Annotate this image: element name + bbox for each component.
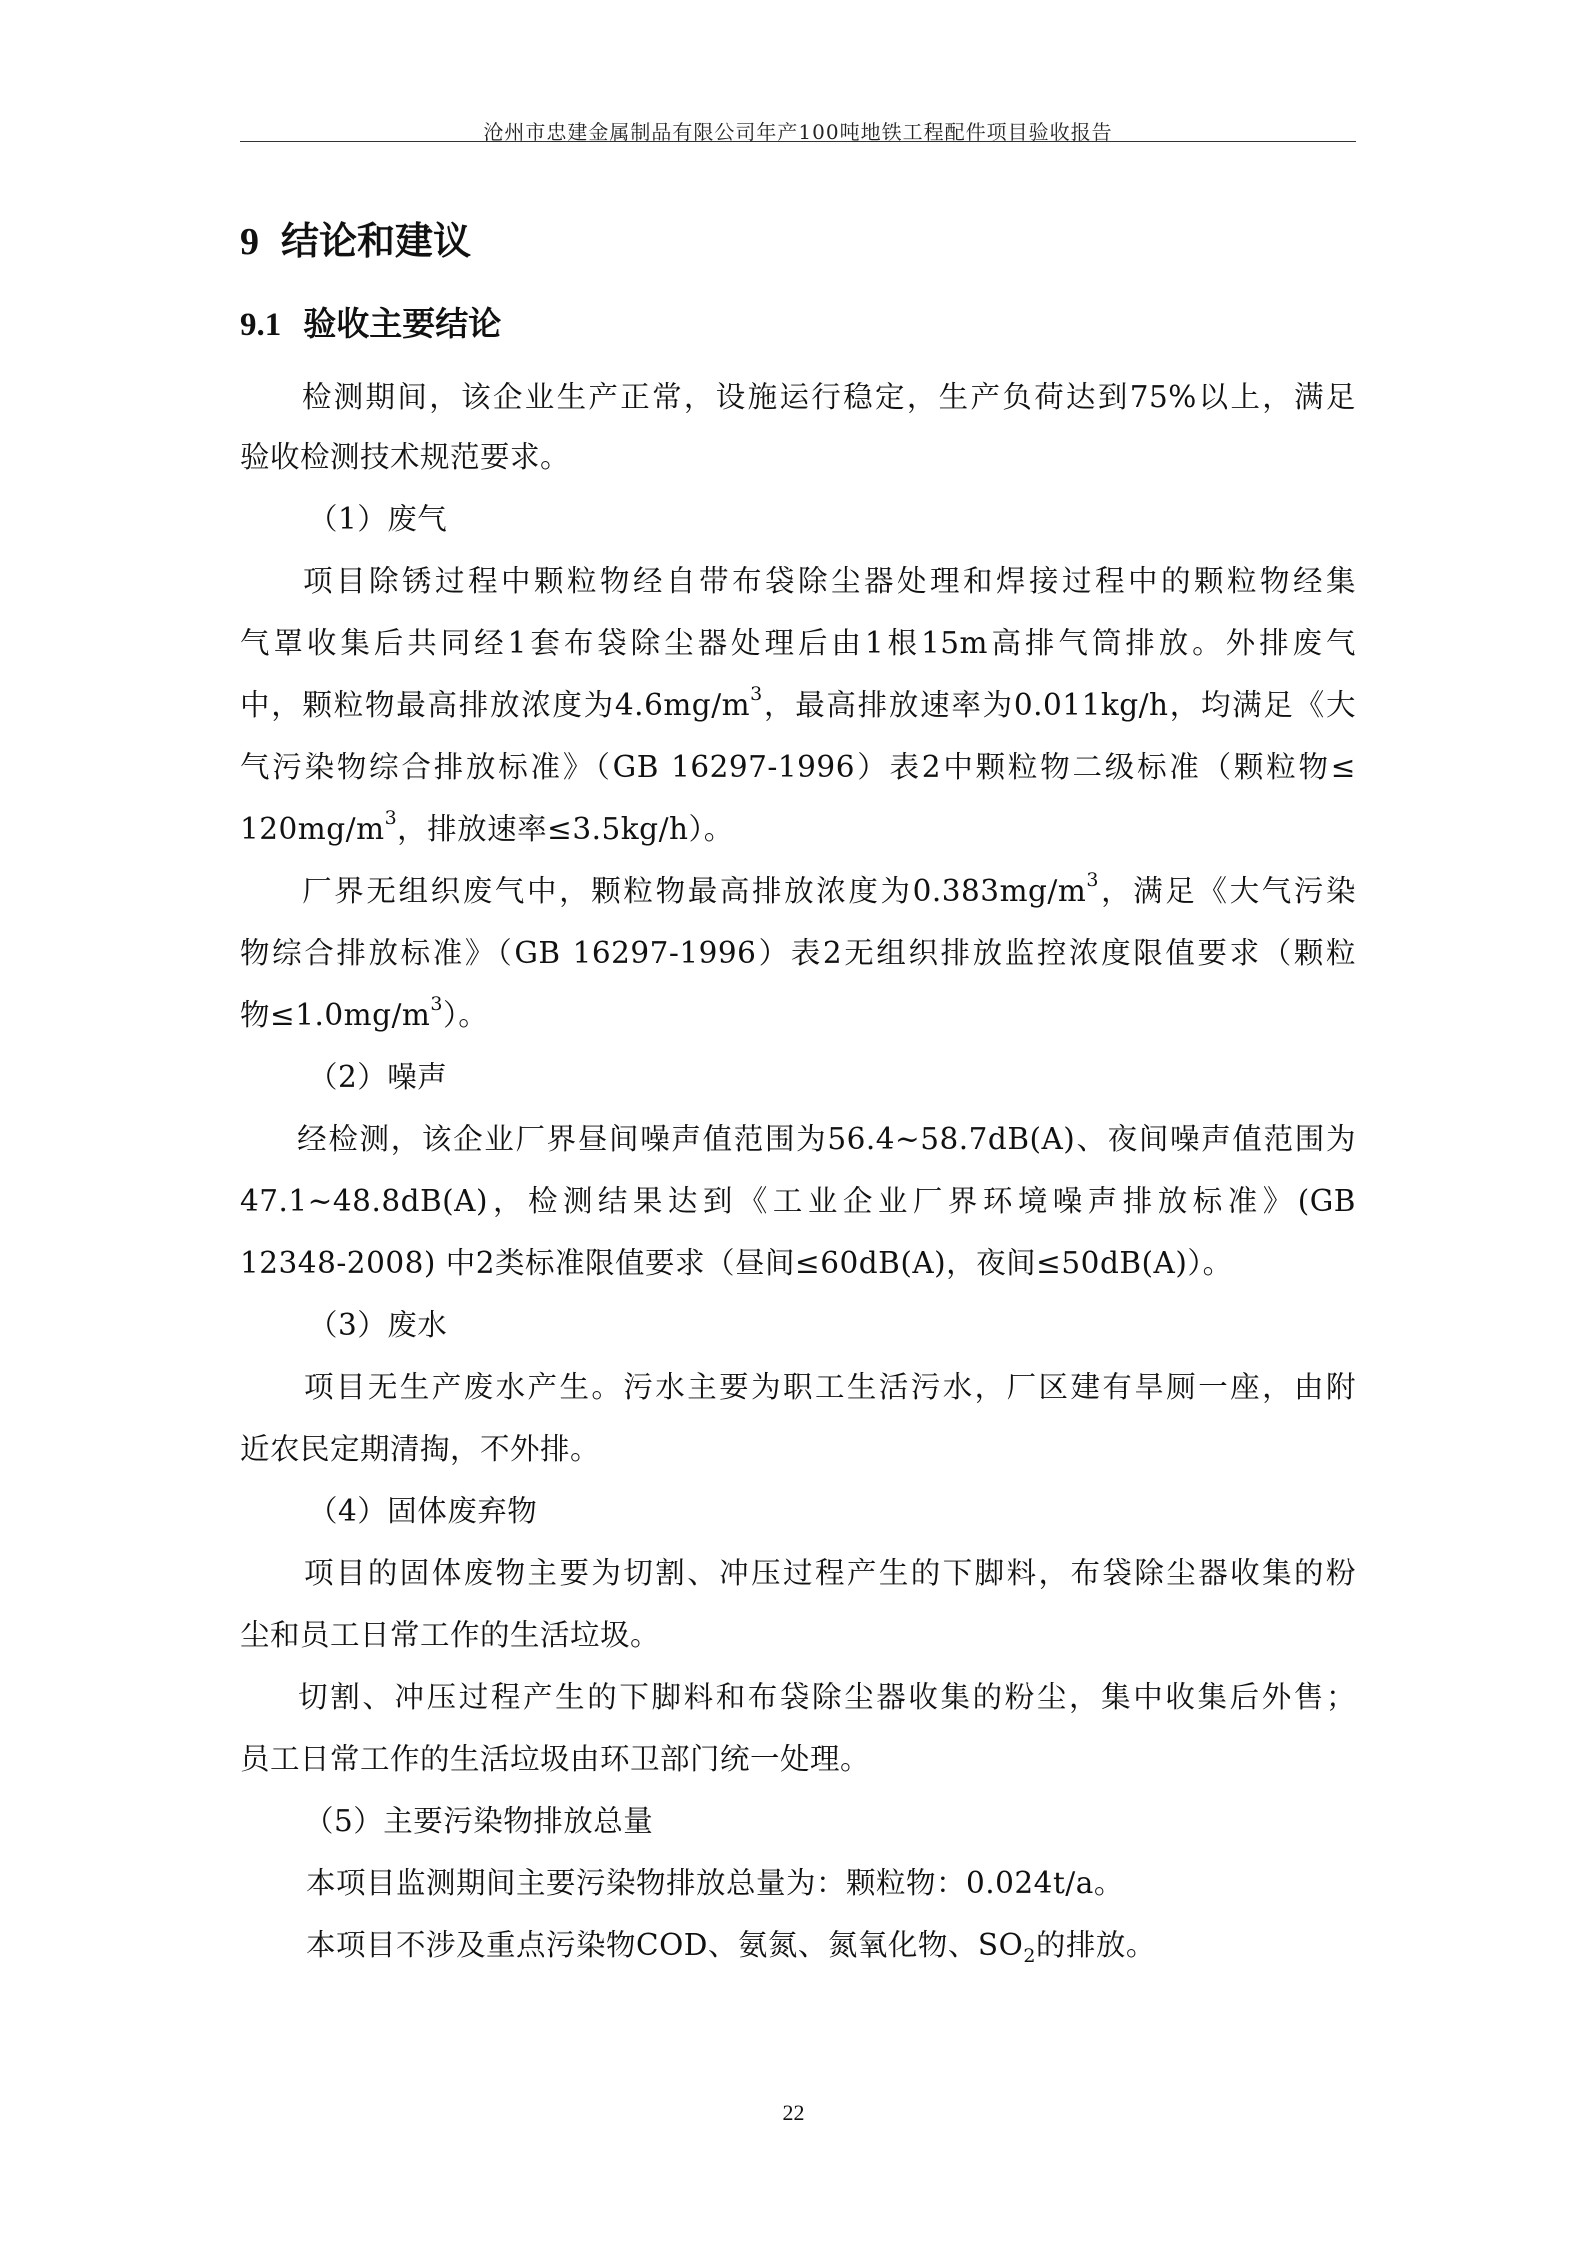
solid-p2-line-1: 切割、冲压过程产生的下脚料和布袋除尘器收集的粉尘，集中收集后外售； (296, 1680, 1356, 1714)
running-header: 沧州市忠建金属制品有限公司年产100吨地铁工程配件项目验收报告 (483, 120, 1113, 144)
solid-p1-line-2: 尘和员工日常工作的生活垃圾。 (240, 1618, 661, 1652)
solid-p1-line-1: 项目的固体废物主要为切割、冲压过程产生的下脚料，布袋除尘器收集的粉 (302, 1556, 1356, 1590)
gas-p1-line-2: 气罩收集后共同经1套布袋除尘器处理后由1根15m高排气筒排放。外排废气 (240, 626, 1356, 660)
water-heading: （3）废水 (308, 1308, 448, 1342)
header-divider (240, 141, 1356, 142)
subsection-heading (240, 298, 501, 345)
gas-heading: （1）废气 (308, 502, 448, 536)
noise-line-2: 47.1~48.8dB(A)，检测结果达到《工业企业厂界环境噪声排放标准》(GB (240, 1184, 1356, 1218)
noise-line-3: 12348-2008) 中2类标准限值要求（昼间≤60dB(A)，夜间≤50dB(A)）。 (240, 1246, 1233, 1280)
gas-p2-line-2: 物综合排放标准》（GB 16297-1996）表2无组织排放监控浓度限值要求（颗粒 (240, 936, 1356, 970)
page-number: 22 (782, 2100, 805, 2125)
solid-heading: （4）固体废弃物 (308, 1494, 538, 1528)
intro-line-1: 检测期间，该企业生产正常，设施运行稳定，生产负荷达到75%以上，满足 (300, 380, 1356, 414)
gas-p1-line-3: 中，颗粒物最高排放浓度为$4.6mg/m^3$，最高排放速率为0.011kg/h，均满足《大 (240, 683, 1356, 722)
total-heading: （5）主要污染物排放总量 (304, 1804, 654, 1838)
solid-p2-line-2: 员工日常工作的生活垃圾由环卫部门统一处理。 (240, 1742, 871, 1776)
water-line-2: 近农民定期清掏，不外排。 (240, 1432, 601, 1466)
noise-heading: （2）噪声 (308, 1060, 448, 1094)
gas-p1-line-4: 气污染物综合排放标准》（GB 16297-1996）表2中颗粒物二级标准（颗粒物≤ (240, 750, 1356, 784)
intro-line-2: 验收检测技术规范要求。 (240, 440, 571, 474)
subsection-title: 验收主要结论 (303, 304, 502, 343)
gas-p2-line-1: 厂界无组织废气中，颗粒物最高排放浓度为$0.383mg/m^3$，满足《大气污染 (300, 869, 1356, 908)
total-line-1: 本项目监测期间主要污染物排放总量为：颗粒物：0.024t/a。 (306, 1866, 1124, 1900)
subsection-number: 9.1 (240, 307, 282, 343)
gas-p2-line-3: 物$\le 1.0mg/m^3$）。 (240, 993, 489, 1032)
noise-line-1: 经检测，该企业厂界昼间噪声值范围为56.4~58.7dB(A)、夜间噪声值范围为 (296, 1122, 1356, 1156)
water-line-1: 项目无生产废水产生。污水主要为职工生活污水，厂区建有旱厕一座，由附 (302, 1370, 1356, 1404)
gas-p1-line-5: $120mg/m^3$，排放速率≤3.5kg/h）。 (240, 807, 734, 846)
section-number: 9 (240, 221, 259, 263)
section-heading (240, 210, 471, 265)
section-title: 结论和建议 (281, 219, 472, 263)
total-line-2: 本项目不涉及重点污染物COD、氨氮、氮氧化物、$SO_2$的排放。 (306, 1928, 1156, 1967)
gas-p1-line-1: 项目除锈过程中颗粒物经自带布袋除尘器处理和焊接过程中的颗粒物经集 (300, 564, 1356, 598)
